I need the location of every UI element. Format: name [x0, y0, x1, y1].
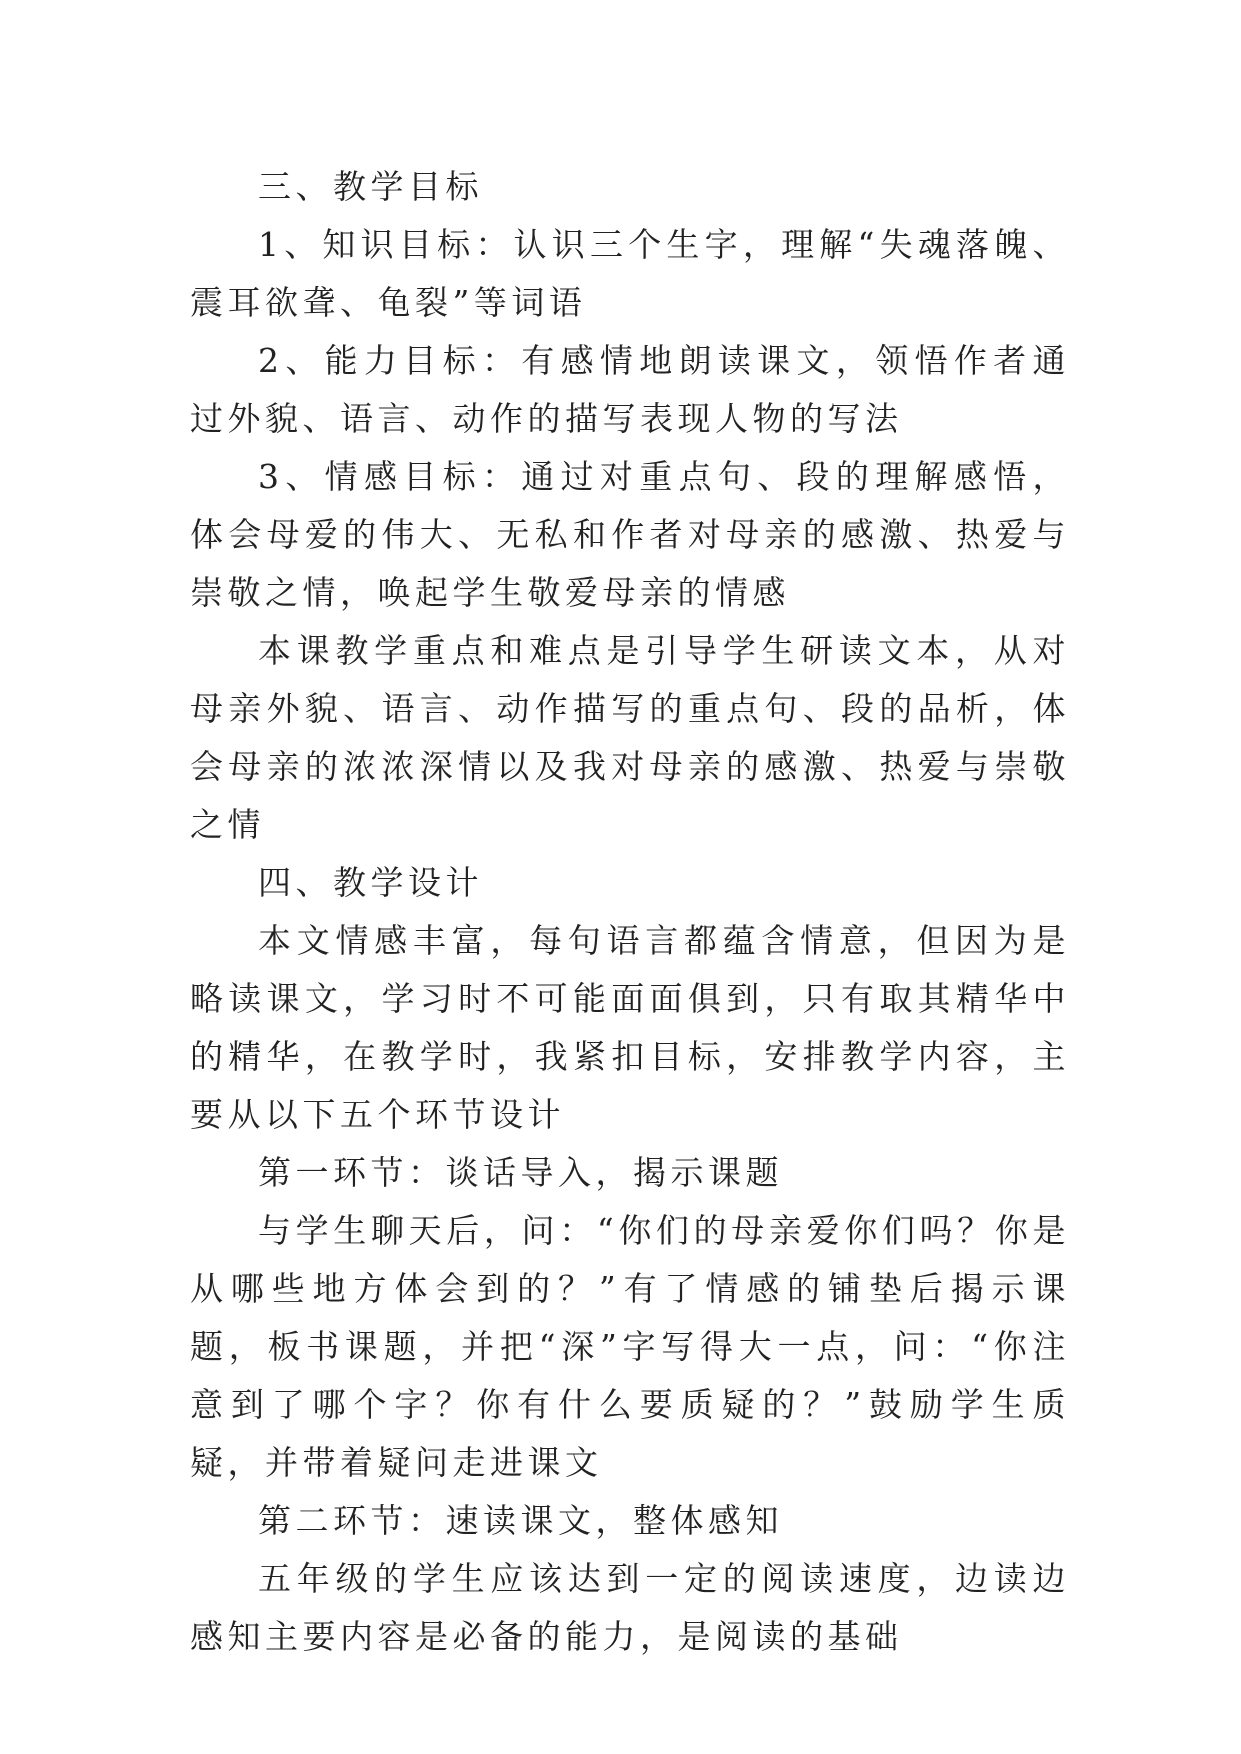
- paragraph-step-one: 与学生聊天后，问：“你们的母亲爱你们吗？你是从哪些地方体会到的？”有了情感的铺垫后揭示课题，板书课题，并把“深”字写得大一点，问：“你注意到了哪个字？你有什么要质疑的？”鼓励学生质疑，并带着疑问走进课文: [190, 1211, 1070, 1482]
- paragraph-design-overview: 本文情感丰富，每句语言都蕴含情意，但因为是略读课文，学习时不可能面面俱到，只有取其精华中的精华，在教学时，我紧扣目标，安排教学内容，主要从以下五个环节设计: [190, 921, 1070, 1134]
- paragraph-step-two: 五年级的学生应该达到一定的阅读速度，边读边感知主要内容是必备的能力，是阅读的基础: [190, 1559, 1070, 1656]
- subheading-step-two: 第二环节：速读课文，整体感知: [258, 1501, 783, 1540]
- paragraph-knowledge-goal: 1、知识目标：认识三个生字，理解“失魂落魄、震耳欲聋、龟裂”等词语: [190, 225, 1070, 322]
- section-heading-teaching-design: 四、教学设计: [258, 863, 483, 902]
- document-body: [190, 158, 1070, 1666]
- paragraph-ability-goal: 2、能力目标：有感情地朗读课文，领悟作者通过外貌、语言、动作的描写表现人物的写法: [190, 341, 1070, 438]
- section-heading-teaching-goals: 三、教学目标: [258, 167, 483, 206]
- paragraph-emotion-goal: 3、情感目标：通过对重点句、段的理解感悟，体会母爱的伟大、无私和作者对母亲的感激、热爱与崇敬之情，唤起学生敬爱母亲的情感: [190, 457, 1070, 612]
- subheading-step-one: 第一环节：谈话导入，揭示课题: [258, 1153, 783, 1192]
- paragraph-key-points: 本课教学重点和难点是引导学生研读文本，从对母亲外貌、语言、动作描写的重点句、段的品析，体会母亲的浓浓深情以及我对母亲的感激、热爱与崇敬之情: [190, 631, 1070, 844]
